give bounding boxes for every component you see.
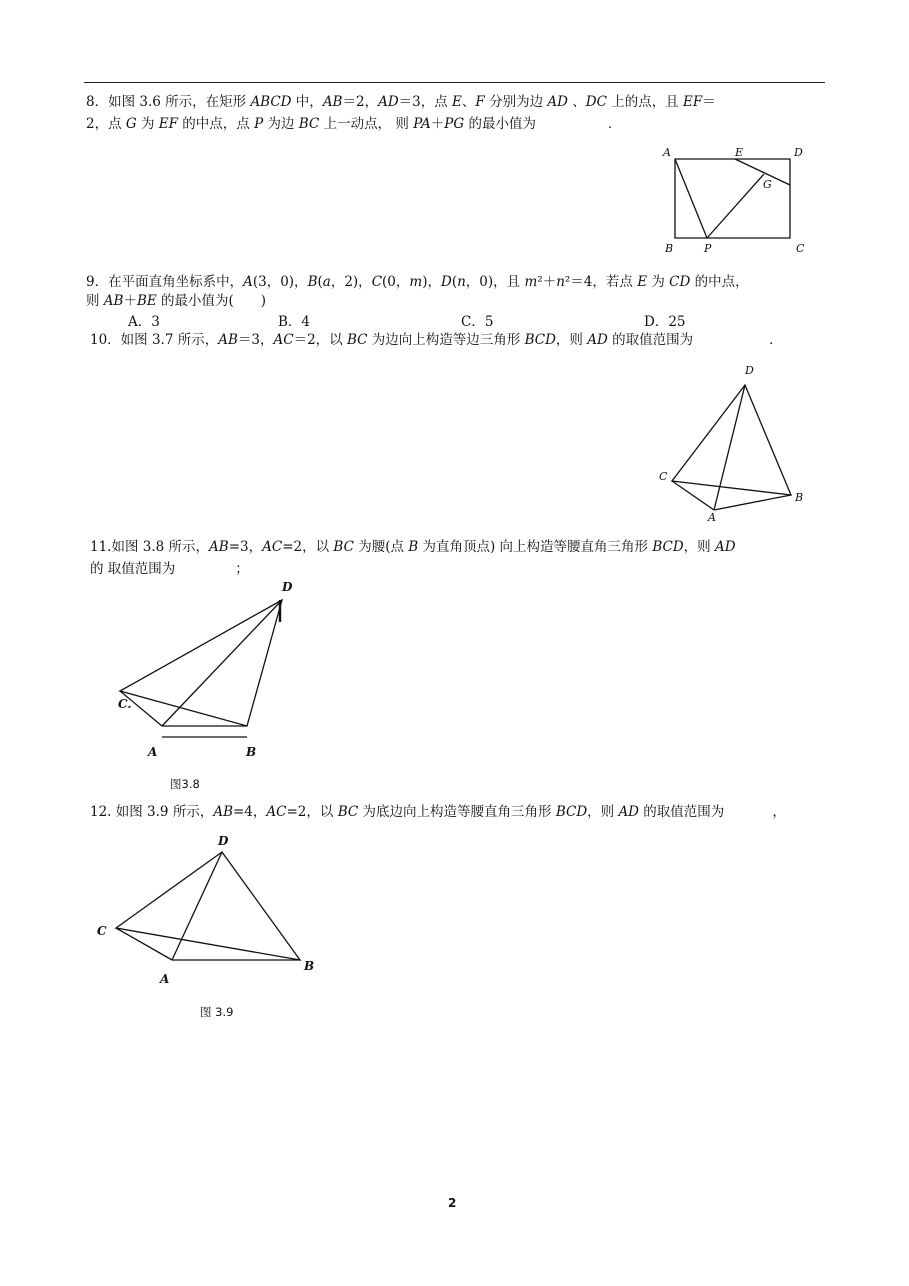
q9-line-1: 9．在平面直角坐标系中，A(3，0)，B(a，2)，C(0，m)，D(n，0)，且 m²＋n²＝4，若点 E 为 CD 的中点， (86, 274, 749, 290)
triangle-bcd (120, 600, 282, 726)
segment-pa (675, 159, 707, 238)
label-d: D (282, 580, 293, 594)
label-a: A (148, 745, 158, 759)
q9-option-b: B．4 (278, 314, 311, 330)
label-b: B (795, 491, 804, 504)
q8-line-1: 8．如图 3.6 所示，在矩形 ABCD 中，AB＝2，AD＝3，点 E、F 分别为边 AD 、DC 上的点，且 EF＝ (86, 94, 716, 110)
q9-option-c: C．5 (461, 314, 494, 330)
label-a: A (708, 511, 716, 524)
label-a: A (160, 972, 170, 986)
q10-line-1: 10．如图 3.7 所示，AB＝3，AC＝2，以 BC 为边向上构造等边三角形 BCD，则 AD 的取值范围为 ． (90, 332, 783, 348)
q8-line-2: 2，点 G 为 EF 的中点，点 P 为边 BC 上一动点， 则 PA＋PG 的最小值为 ． (86, 116, 622, 132)
segment-ad (714, 385, 745, 510)
figure-3-9-isosceles-right (90, 830, 330, 990)
q9-line-2: 则 AB＋BE 的最小值为( ) (86, 293, 267, 309)
label-c: C (796, 242, 805, 255)
segment-ad (172, 852, 222, 960)
q11-line-1: 11.如图 3.8 所示，AB=3，AC=2，以 BC 为腰(点 B 为直角顶点) 向上构造等腰直角三角形 BCD，则 AD (90, 539, 736, 555)
label-p: P (704, 242, 712, 255)
q11-line-2: 的 取值范围为 ； (90, 561, 249, 577)
rectangle-abcd (675, 159, 790, 238)
label-g: G (763, 178, 772, 191)
figure-3-6-rectangle (660, 142, 810, 254)
label-c: C (97, 924, 107, 938)
segment-pg (707, 174, 764, 238)
figure-3-9-caption: 图 3.9 (200, 1005, 234, 1019)
label-b: B (246, 745, 257, 759)
page-number: 2 (448, 1196, 457, 1210)
header-rule (84, 82, 825, 83)
figure-3-8-isosceles-right (110, 578, 310, 768)
label-d: D (218, 834, 229, 848)
q9-option-d: D．25 (644, 314, 686, 330)
label-a: A (663, 146, 671, 159)
label-d: D (794, 146, 803, 159)
label-b: B (665, 242, 674, 255)
figure-3-7-equilateral (655, 362, 815, 526)
label-d: D (745, 364, 754, 377)
segment-ab (714, 495, 791, 510)
label-b: B (304, 959, 315, 973)
label-c: C. (118, 697, 132, 711)
q9-option-a: A．3 (128, 314, 160, 330)
figure-3-8-caption: 图3.8 (170, 777, 200, 791)
q12-line-1: 12. 如图 3.9 所示，AB=4，AC=2，以 BC 为底边向上构造等腰直角三角形 BCD，则 AD 的取值范围为 ， (90, 804, 786, 820)
label-c: C (659, 470, 668, 483)
label-e: E (735, 146, 744, 159)
